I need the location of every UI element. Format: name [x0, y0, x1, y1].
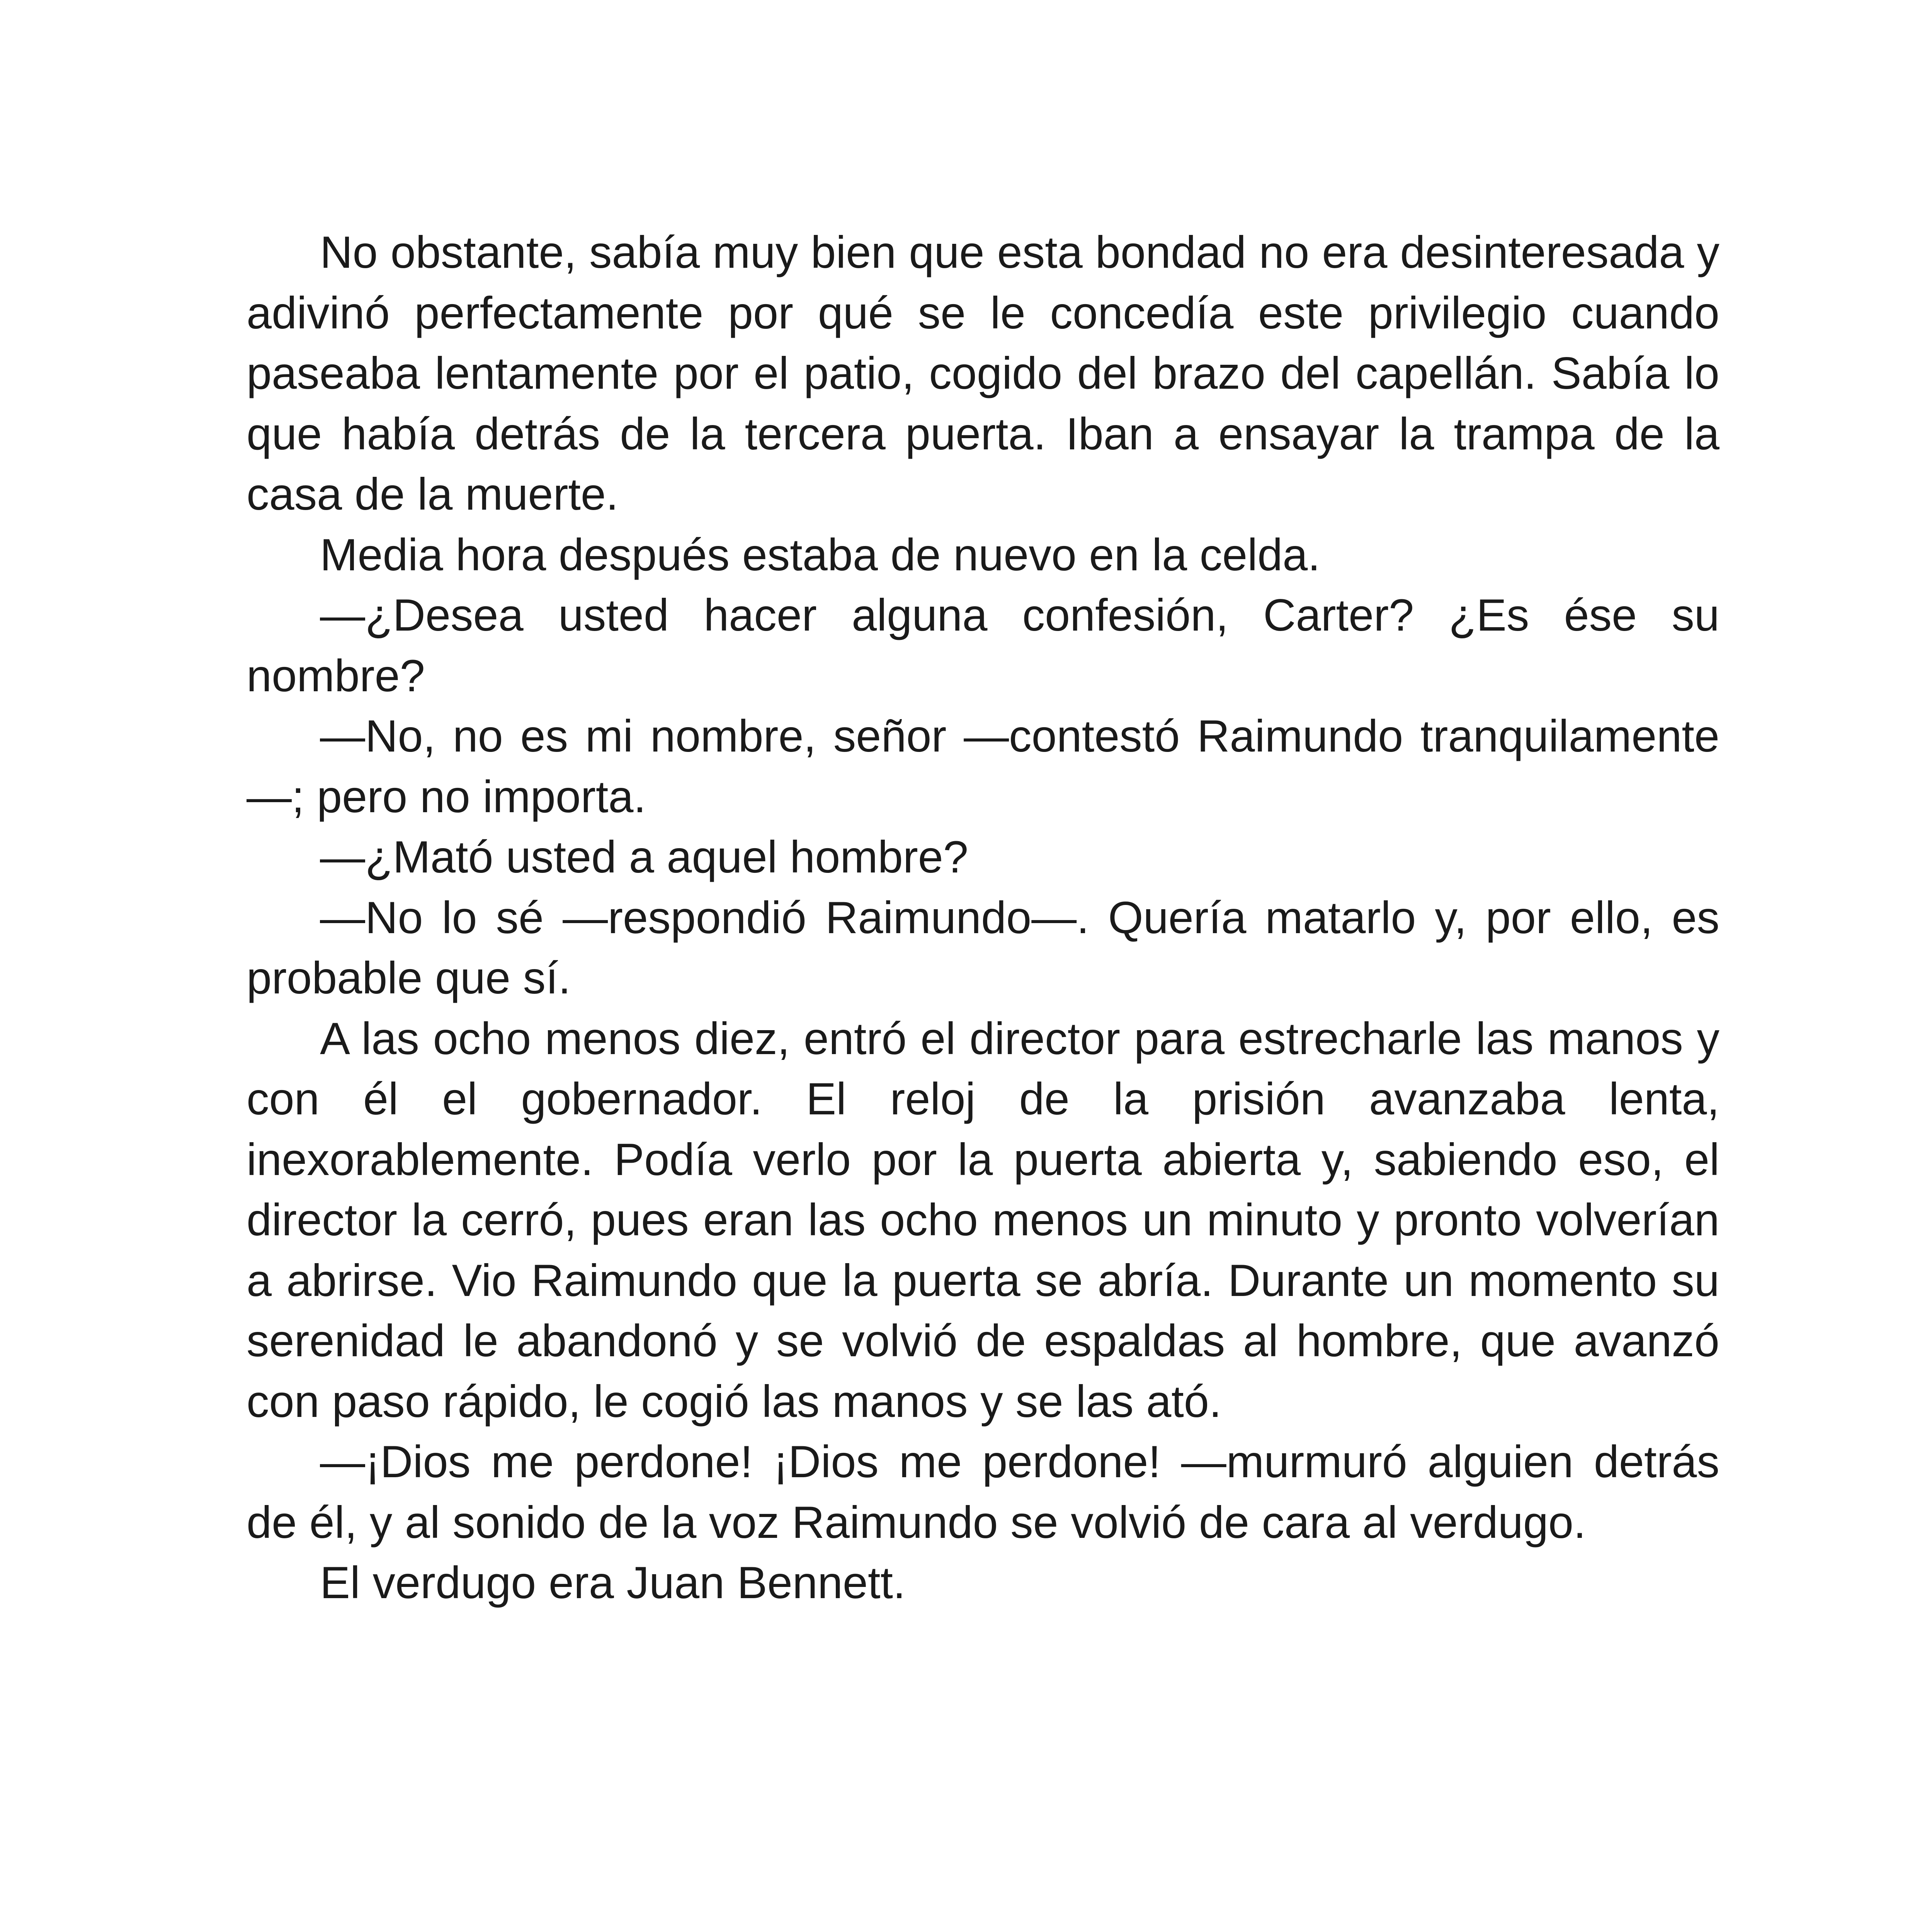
- paragraph-9: El verdugo era Juan Bennett.: [320, 1557, 906, 1608]
- paragraph-4: —No, no es mi nombre, señor —contestó Raimundo tranquilamente—; pero no importa.: [247, 711, 1719, 822]
- paragraph-7: A las ocho menos diez, entró el director para estrecharle las manos y con él el gobernador. El reloj de la prisión avanzaba lenta, inexorablemente. Podía verlo por la puerta abierta y, sabiendo eso, el director la cerró, pues eran las ocho menos un minuto y pronto volverían a abrirse. Vio Raimundo que la puerta se abría. Durante un momento su serenidad le abandonó y se volvió de espaldas al hombre, que avanzó con paso rápido, le cogió las manos y se las ató.: [247, 1013, 1719, 1427]
- body-text: [247, 222, 1719, 1613]
- paragraph-8: —¡Dios me perdone! ¡Dios me perdone! —murmuró alguien detrás de él, y al sonido de la voz Raimundo se volvió de cara al verdugo.: [247, 1436, 1719, 1548]
- paragraph-3: —¿Desea usted hacer alguna confesión, Carter? ¿Es ése su nombre?: [247, 590, 1719, 701]
- paragraph-2: Media hora después estaba de nuevo en la celda.: [320, 529, 1320, 580]
- paragraph-1: No obstante, sabía muy bien que esta bondad no era desinteresada y adivinó perfectamente por qué se le concedía este privilegio cuando paseaba lentamente por el patio, cogido del brazo del capellán. Sabía lo que había detrás de la tercera puerta. Iban a ensayar la trampa de la casa de la muerte.: [247, 227, 1719, 519]
- paragraph-6: —No lo sé —respondió Raimundo—. Quería matarlo y, por ello, es probable que sí.: [247, 892, 1719, 1003]
- paragraph-5: —¿Mató usted a aquel hombre?: [320, 832, 968, 882]
